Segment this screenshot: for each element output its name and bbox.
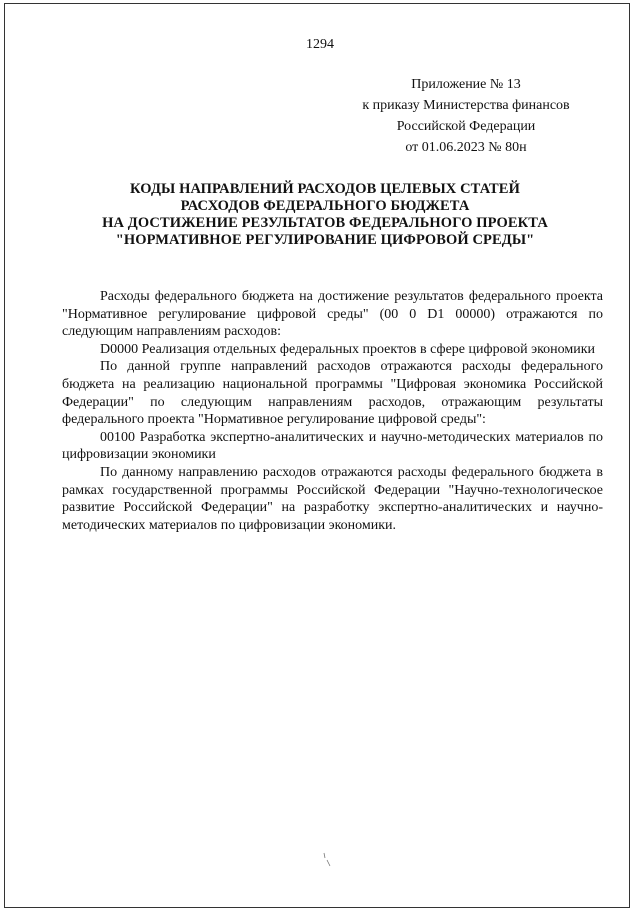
scan-artifact-mark <box>322 852 332 868</box>
appendix-number: Приложение № 13 <box>411 77 521 92</box>
paragraph-intro: Расходы федерального бюджета на достижение результатов федерального проекта "Нормативное регулирование цифровой среды" (00 0 D1 00000) отражаются по следующим направлениям расходов: <box>62 289 603 340</box>
paragraph-direction-description: По данному направлению расходов отражаются расходы федерального бюджета в рамках государственной программы Российской Федерации "Научно-технологическое развитие Российской Федерации" на разработку экспертно-аналитических и научно-методических материалов по цифровизации экономики. <box>62 464 603 533</box>
title-line-4: "НОРМАТИВНОЕ РЕГУЛИРОВАНИЕ ЦИФРОВОЙ СРЕДЫ" <box>115 232 535 248</box>
paragraph-code-d0000: D0000 Реализация отдельных федеральных проектов в сфере цифровой экономики <box>100 341 596 357</box>
appendix-date: от 01.06.2023 № 80н <box>405 140 527 155</box>
title-line-3: НА ДОСТИЖЕНИЕ РЕЗУЛЬТАТОВ ФЕДЕРАЛЬНОГО ПРОЕКТА <box>102 215 548 231</box>
appendix-header <box>345 74 587 158</box>
paragraph-code-00100: 00100 Разработка экспертно-аналитических и научно-методических материалов по цифровизации экономики <box>62 429 603 463</box>
paragraph-group-description: По данной группе направлений расходов отражаются расходы федерального бюджета на реализацию национальной программы "Цифровая экономика Российской Федерации" по следующим направлениям расходов, отражающим результаты федерального проекта "Нормативное регулирование цифровой среды": <box>62 359 603 428</box>
page-number: 1294 <box>306 37 334 52</box>
title-line-2: РАСХОДОВ ФЕДЕРАЛЬНОГО БЮДЖЕТА <box>180 198 470 214</box>
title-line-1: КОДЫ НАПРАВЛЕНИЙ РАСХОДОВ ЦЕЛЕВЫХ СТАТЕЙ <box>130 181 520 197</box>
document-title <box>60 181 590 249</box>
appendix-order-ref: к приказу Министерства финансов <box>362 98 570 113</box>
appendix-authority: Российской Федерации <box>396 119 536 134</box>
document-body <box>62 288 603 534</box>
